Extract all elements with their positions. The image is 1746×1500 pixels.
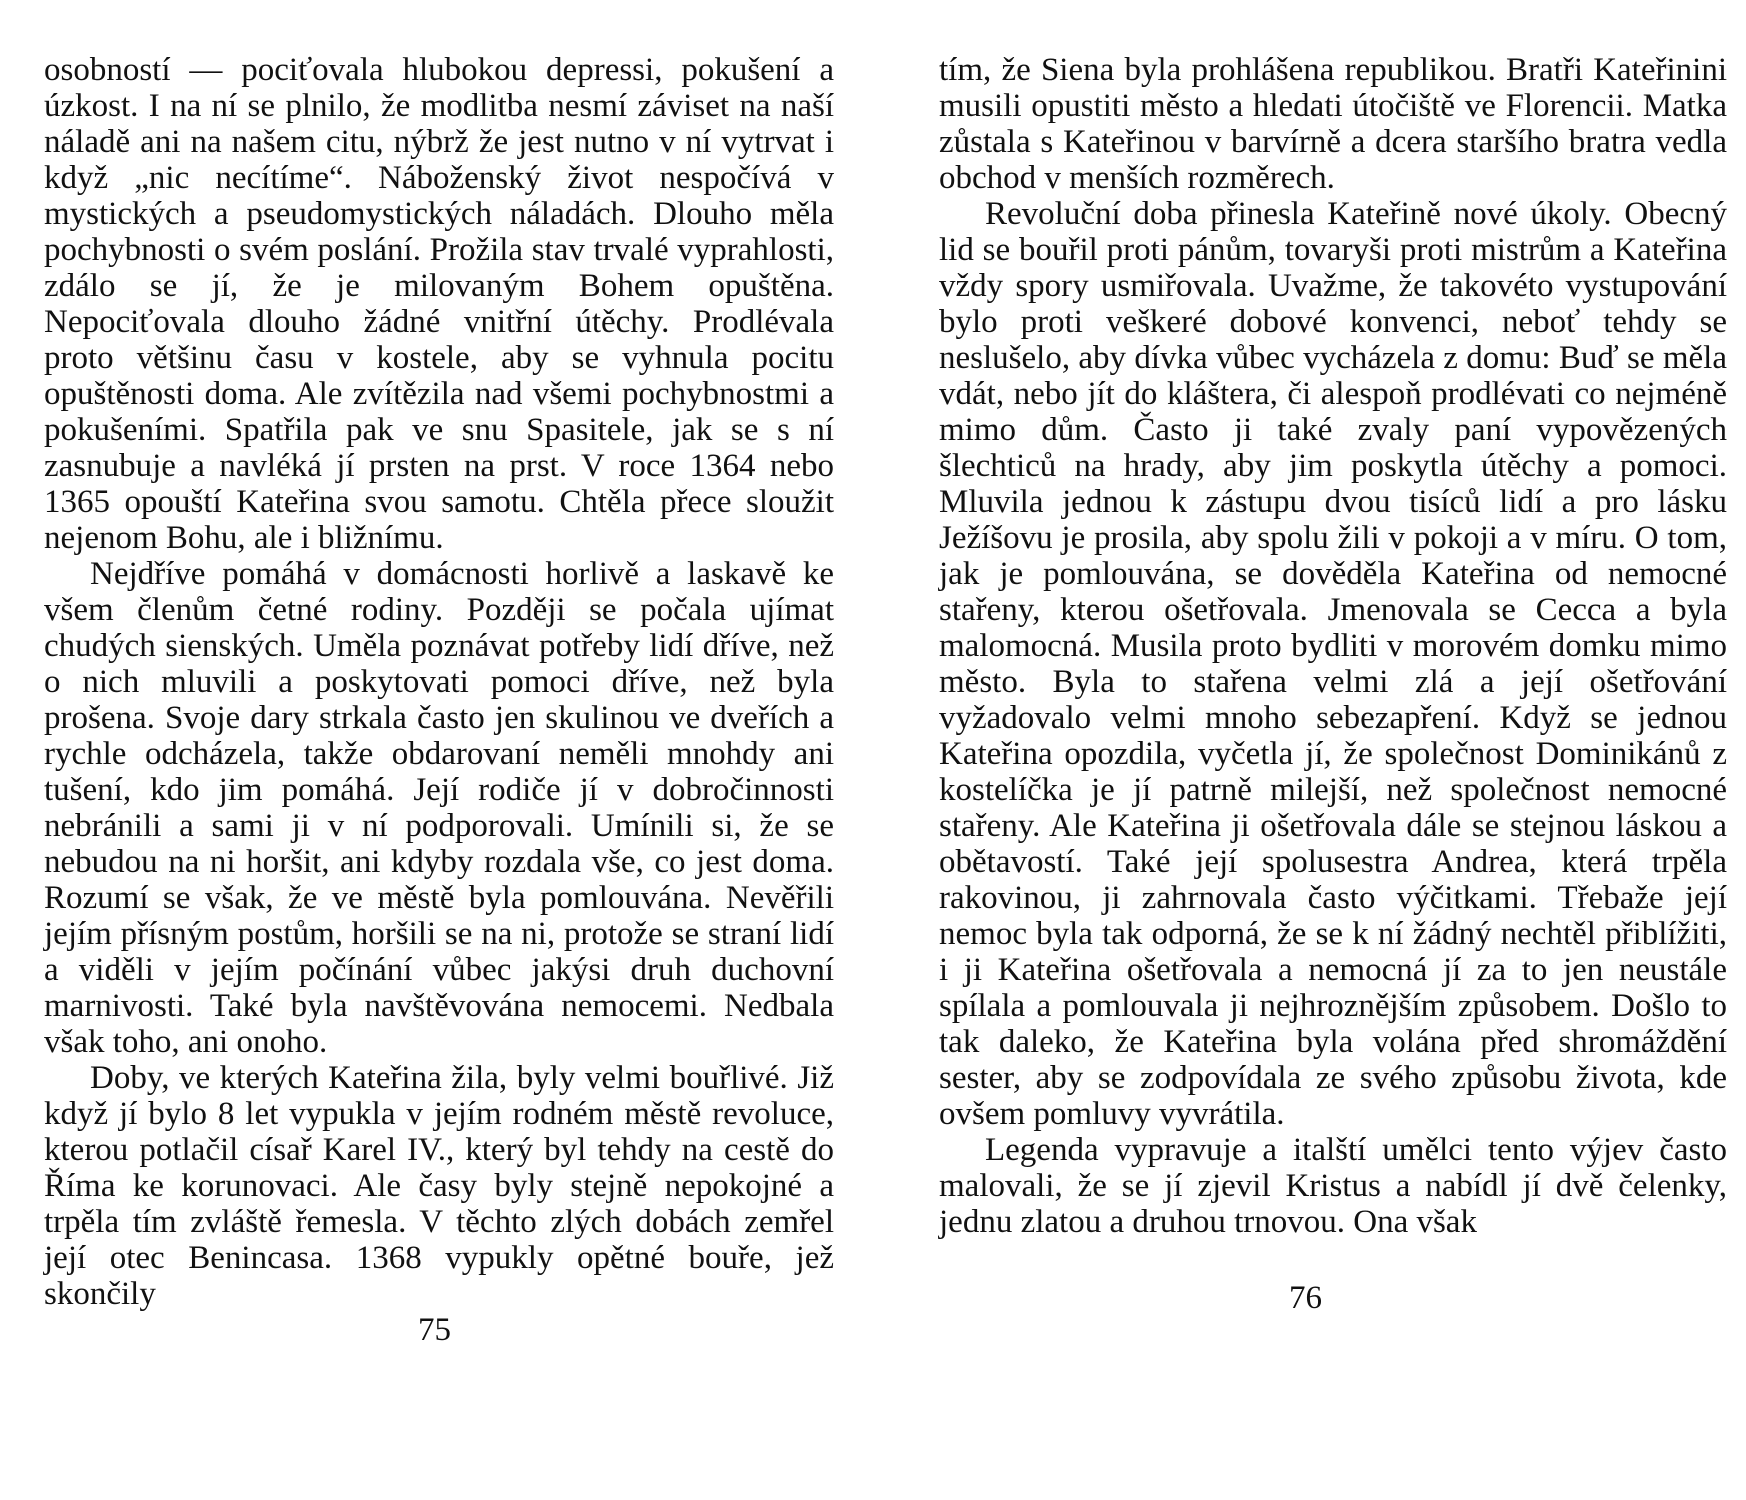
paragraph: Legenda vypravuje a italští umělci tento výjev často malovali, že se jí zjevil Kristus a nabídl jí dvě čelenky, jednu zlatou a druhou trnovou. Ona však [939,1132,1727,1240]
paragraph: tím, že Siena byla prohlášena republikou. Bratři Kateřinini musili opustiti město a hledati útočiště ve Florencii. Matka zůstala s Kateřinou v barvírně a dcera staršího bratra vedla obchod v menších rozměrech. [939,52,1727,196]
paragraph: Doby, ve kterých Kateřina žila, byly velmi bouřlivé. Již když jí bylo 8 let vypukla v jejím rodném městě revoluce, kterou potlačil císař Karel IV., který byl tehdy na cestě do Říma ke korunovaci. Ale časy byly stejně nepokojné a trpěla tím zvláště řemesla. V těchto zlých dobách zemřel její otec Benincasa. 1368 vypukly opětné bouře, jež skončily [44,1060,834,1312]
page-number: 76 [1289,1280,1322,1316]
right-page-text [939,52,1727,1240]
paragraph: osobností — pociťovala hlubokou depressi, pokušení a úzkost. I na ní se plnilo, že modlitba nesmí záviset na naší náladě ani na našem citu, nýbrž že jest nutno v ní vytrvat i když „nic necítíme“. Náboženský život nespočívá v mystických a pseudomystických náladách. Dlouho měla pochybnosti o svém poslání. Prožila stav trvalé vyprahlosti, zdálo se jí, že je milovaným Bohem opuštěna. Nepociťovala dlouho žádné vnitřní útěchy. Prodlévala proto většinu času v kostele, aby se vyhnula pocitu opuštěnosti doma. Ale zvítězila nad všemi pochybnostmi a pokušeními. Spatřila pak ve snu Spasitele, jak se s ní zasnubuje a navléká jí prsten na prst. V roce 1364 nebo 1365 opouští Kateřina svou samotu. Chtěla přece sloužit nejenom Bohu, ale i bližnímu. [44,52,834,556]
paragraph: Revoluční doba přinesla Kateřině nové úkoly. Obecný lid se bouřil proti pánům, tovaryši proti mistrům a Kateřina vždy spory usmiřovala. Uvažme, že takovéto vystupování bylo proti veškeré dobové konvenci, neboť tehdy se neslušelo, aby dívka vůbec vycházela z domu: Buď se měla vdát, nebo jít do kláštera, či alespoň prodlévati co nejméně mimo dům. Často ji také zvaly paní vypovězených šlechticů na hrady, aby jim poskytla útěchy a pomoci. Mluvila jednou k zástupu dvou tisíců lidí a pro lásku Ježíšovu je prosila, aby spolu žili v pokoji a v míru. O tom, jak je pomlouvána, se dověděla Kateřina od nemocné stařeny, kterou ošetřovala. Jmenovala se Cecca a byla malomocná. Musila proto bydliti v morovém domku mimo město. Byla to stařena velmi zlá a její ošetřování vyžadovalo velmi mnoho sebezapření. Když se jednou Kateřina opozdila, vyčetla jí, že společnost Dominikánů z kostelíčka je jí patrně milejší, než společnost nemocné stařeny. Ale Kateřina ji ošetřovala dále se stejnou láskou a obětavostí. Také její spolusestra Andrea, která trpěla rakovinou, ji zahrnovala často výčitkami. Třebaže její nemoc byla tak odporná, že se k ní žádný nechtěl přiblížiti, i ji Kateřina ošetřovala a nemocná jí za to jen neustále spílala a pomlouvala ji nejhroznějším způsobem. Došlo to tak daleko, že Kateřina byla volána před shromáždění sester, aby se zodpovídala ze svého způsobu života, kde ovšem pomluvy vyvrátila. [939,196,1727,1132]
left-page-text [44,52,834,1312]
right-page [873,0,1746,1500]
page-number: 75 [418,1312,451,1348]
paragraph: Nejdříve pomáhá v domácnosti horlivě a laskavě ke všem členům četné rodiny. Později se počala ujímat chudých sienských. Uměla poznávat potřeby lidí dříve, než o nich mluvili a poskytovati pomoci dříve, než byla prošena. Svoje dary strkala často jen skulinou ve dveřích a rychle odcházela, takže obdarovaní neměli mnohdy ani tušení, kdo jim pomáhá. Její rodiče jí v dobročinnosti nebránili a sami ji v ní podporovali. Umínili si, že se nebudou na ni horšit, ani kdyby rozdala vše, co jest doma. Rozumí se však, že ve městě byla pomlouvána. Nevěřili jejím přísným postům, horšili se na ni, protože se straní lidí a viděli v jejím počínání vůbec jakýsi druh duchovní marnivosti. Také byla navštěvována nemocemi. Nedbala však toho, ani onoho. [44,556,834,1060]
